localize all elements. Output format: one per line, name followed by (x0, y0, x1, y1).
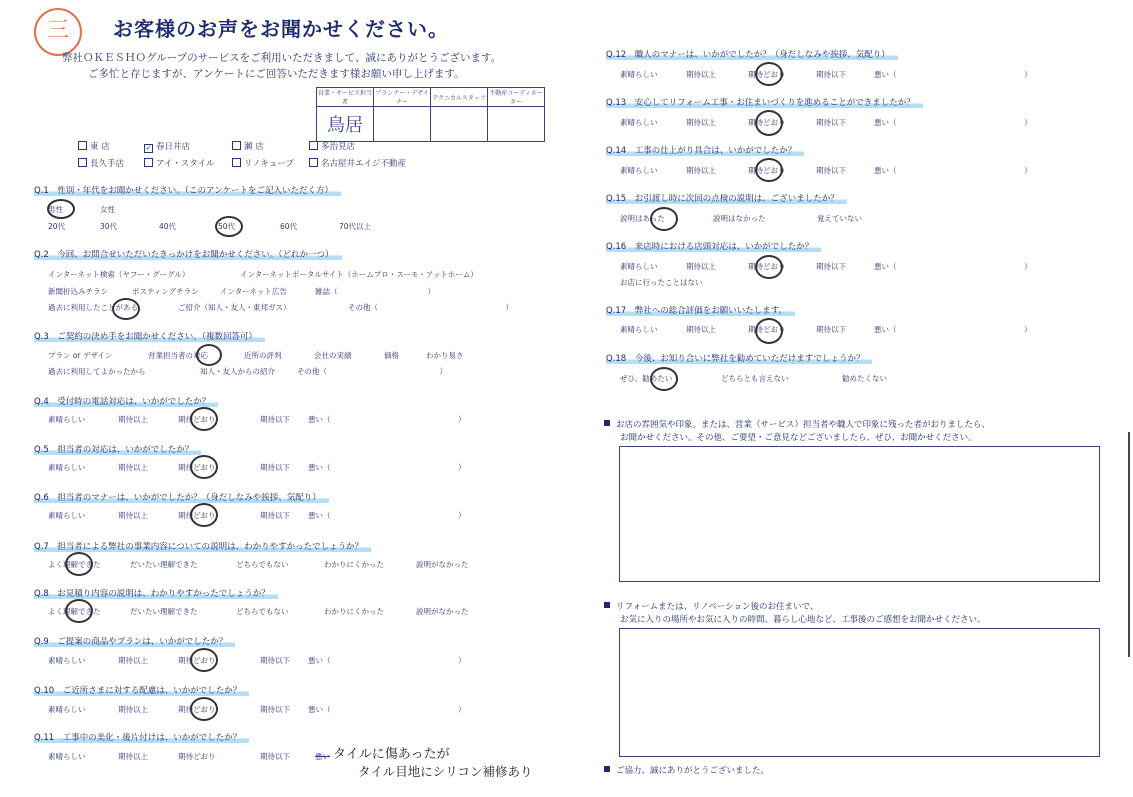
question-10-options (48, 704, 466, 715)
option[interactable]: 悪い（ ） (308, 415, 466, 424)
option[interactable]: 期待どおり (748, 262, 786, 271)
question-4-options (48, 414, 466, 425)
question-13: Q.13 安心してリフォーム工事・お住まいづくりを進めることができましたか？ (606, 96, 923, 108)
option[interactable]: お店に行ったことはない (620, 278, 703, 287)
option[interactable]: 近所の評判 (244, 351, 282, 360)
option[interactable]: 悪い（ ） (874, 166, 1032, 175)
answer-circle (650, 207, 678, 231)
question-2-options (48, 269, 478, 280)
option[interactable]: 営業担当者の対応 (148, 351, 208, 360)
question-17: Q.17 弊社への総合評価をお願いいたします。 (606, 304, 795, 316)
option[interactable]: 素晴らしい (620, 262, 658, 271)
answer-circle (755, 110, 783, 136)
option[interactable]: ご紹介（知人・友人・東邦ガス） (178, 303, 291, 312)
option[interactable]: 期待以上 (118, 463, 148, 472)
option[interactable]: だいたい理解できた (130, 560, 198, 569)
free-question-2: リフォームまたは、リノベーション後のお住まいで、 (604, 601, 818, 614)
question-1: Q.1 性別・年代をお聞かせください。（このアンケートをご記入いただく方） (34, 184, 341, 196)
question-11: Q.11 工事中の美化・後片付けは、いかがでしたか？ (34, 731, 249, 743)
staff-header: 営業・サービス担当者 (317, 88, 374, 107)
option[interactable]: 説明がなかった (416, 560, 469, 569)
option[interactable]: 期待どおり (748, 118, 786, 127)
option[interactable]: 期待以上 (686, 70, 716, 79)
option[interactable]: 期待以下 (816, 325, 846, 334)
handwritten-comment-1: タイルに傷あったが (333, 747, 450, 762)
answer-circle (47, 199, 75, 219)
checkbox[interactable] (232, 141, 241, 150)
free-question-2-line-2: お気に入りの場所やお気に入りの時間、暮らし心地など、工事後のご感想をお聞かせください。 (620, 615, 986, 625)
option[interactable]: 悪い（ ） (874, 262, 1032, 271)
question-3-options (48, 366, 447, 377)
option[interactable]: わかりにくかった (324, 607, 384, 616)
option[interactable]: 素晴らしい (48, 705, 86, 714)
store-option[interactable]: ✓ 春日井店 (145, 142, 191, 152)
option[interactable]: 期待以上 (118, 752, 148, 761)
staff-name-planner[interactable] (374, 107, 431, 142)
option[interactable]: 素晴らしい (620, 166, 658, 175)
option[interactable]: 悪い（ ） (308, 705, 466, 714)
question-11-options (48, 751, 330, 762)
option[interactable]: 知人・友人からの紹介 (200, 367, 275, 376)
option[interactable]: 期待どおり (178, 415, 216, 424)
option[interactable]: 悪い（ ） (874, 325, 1032, 334)
free-question-1: お店の雰囲気や印象。または、営業（サービス）担当者や職人で印象に残った者がおりましたら、 (604, 419, 990, 432)
question-3: Q.3 ご契約の決め手をお聞かせください。（複数回答可） (34, 330, 265, 342)
store-option[interactable]: リノキューブ (232, 157, 309, 169)
option[interactable]: 期待以下 (260, 511, 290, 520)
option[interactable]: 女性 (100, 205, 115, 214)
answer-circle (190, 697, 218, 721)
staff-name-realestate[interactable] (488, 107, 545, 142)
question-2: Q.2 今回、お問合せいただいたきっかけをお聞かせください。（どれか一つ） (34, 248, 342, 260)
checkbox[interactable] (232, 158, 241, 167)
option[interactable]: 説明がなかった (416, 607, 469, 616)
option[interactable]: インターネット広告 (220, 287, 287, 296)
staff-header: プランナー・デザイナー (374, 88, 431, 107)
option[interactable]: 素晴らしい (48, 511, 86, 520)
option[interactable]: 素晴らしい (48, 656, 86, 665)
option[interactable]: 20代 (48, 222, 66, 231)
staff-name-technical[interactable] (431, 107, 488, 142)
option[interactable]: よく理解できた (48, 560, 101, 569)
page-title: お客様のお声をお聞かせください。 (113, 17, 449, 41)
answer-circle (755, 62, 783, 86)
option[interactable]: 期待どおり (748, 166, 786, 175)
option[interactable]: 悪い（ ） (308, 511, 466, 520)
answer-circle (65, 552, 93, 576)
option[interactable]: 雑誌（ ） (315, 287, 435, 296)
option[interactable]: 期待以上 (686, 262, 716, 271)
option[interactable]: 期待以下 (260, 415, 290, 424)
option[interactable]: 勧めたくない (842, 374, 887, 383)
free-answer-box-1[interactable] (619, 446, 1100, 582)
option[interactable]: 男性 (48, 205, 63, 214)
question-17-options (620, 324, 1032, 335)
option[interactable]: 悪い（ ） (874, 70, 1032, 79)
answer-circle (755, 255, 783, 279)
question-16-options (620, 261, 1032, 272)
question-9-options (48, 655, 466, 666)
option[interactable]: 素晴らしい (620, 325, 658, 334)
question-3-options (48, 350, 464, 361)
question-14-options (620, 165, 1032, 176)
option[interactable]: 期待以下 (260, 705, 290, 714)
option[interactable]: 70代以上 (339, 222, 372, 231)
option[interactable]: 過去に利用したことがある (48, 303, 138, 312)
option[interactable]: 説明はあった (620, 214, 665, 223)
option[interactable]: その他（ ） (348, 303, 513, 312)
option[interactable]: ぜひ、勧めたい (620, 374, 673, 383)
store-option[interactable]: 名古屋井エイジ不動産 (309, 159, 406, 169)
question-18: Q.18 今後、お知り合いに弊社を勧めていただけますでしょうか？ (606, 352, 872, 364)
option[interactable]: 期待どおり (748, 325, 786, 334)
question-4: Q.4 受付時の電話対応は、いかがでしたか？ (34, 395, 218, 407)
bullet-square-icon (604, 420, 610, 426)
option[interactable]: 覚えていない (817, 214, 862, 223)
question-15: Q.15 お引渡し時に次回の点検の説明は、ございましたか？ (606, 192, 847, 204)
answer-circle (190, 455, 218, 479)
option[interactable]: 悪い（ ） (874, 118, 1032, 127)
answer-circle (215, 216, 243, 237)
option[interactable]: 会社の実績 (314, 351, 352, 360)
store-row-1 (78, 140, 355, 153)
checkbox[interactable] (78, 141, 87, 150)
option[interactable]: 30代 (100, 222, 118, 231)
option[interactable]: どちらでもない (236, 607, 289, 616)
answer-circle (65, 599, 93, 623)
question-12: Q.12 職人のマナーは、いかがでしたか？（身だしなみや挨拶、気配り） (606, 48, 898, 60)
question-2-options (48, 286, 435, 297)
option[interactable]: 期待以下 (816, 262, 846, 271)
option[interactable]: 説明はなかった (713, 214, 766, 223)
option[interactable]: 期待どおり (178, 752, 216, 761)
question-12-options (620, 69, 1032, 80)
option[interactable]: 期待以下 (260, 752, 290, 761)
option[interactable]: 悪い（ ） (308, 463, 466, 472)
answer-circle (755, 158, 783, 182)
checkbox[interactable] (309, 158, 318, 167)
option[interactable]: インターネット検索（ヤフー・グーグル） (48, 270, 190, 279)
question-10: Q.10 ご近所さまに対する配慮は、いかがでしたか？ (34, 684, 249, 696)
question-13-options (620, 117, 1032, 128)
option[interactable]: 期待以下 (260, 656, 290, 665)
answer-circle (196, 344, 222, 366)
thanks-message: ご協力、誠にありがとうございました。 (604, 765, 769, 778)
staff-table (316, 87, 545, 142)
option[interactable]: 期待以上 (118, 656, 148, 665)
store-option[interactable]: アイ・スタイル (144, 157, 232, 169)
question-5: Q.5 担当者の対応は、いかがでしたか？ (34, 443, 201, 455)
option[interactable]: 期待どおり (178, 511, 216, 520)
free-answer-box-2[interactable] (619, 628, 1100, 757)
option[interactable]: 期待以上 (686, 325, 716, 334)
option[interactable]: だいたい理解できた (130, 607, 198, 616)
answer-circle (650, 367, 678, 391)
bullet-square-icon (604, 766, 610, 772)
option[interactable]: 50代 (218, 222, 236, 231)
intro-line-2: ご多忙と存じますが、アンケートにご回答いただきます様お願い申し上げます。 (88, 68, 465, 80)
question-5-options (48, 462, 466, 473)
option[interactable]: 期待以上 (686, 166, 716, 175)
question-14: Q.14 工事の仕上がり具合は、いかがでしたか？ (606, 144, 804, 156)
question-8-options (48, 606, 469, 617)
answer-circle (190, 503, 218, 527)
staff-header: 不動産コーディネーター (488, 88, 545, 107)
intro-line-1: 弊社ＯＫＥＳＨＯグループのサービスをご利用いただきまして、誠にありがとうございます。 (62, 52, 502, 64)
option[interactable]: 素晴らしい (620, 70, 658, 79)
company-seal-icon: 三 (34, 8, 82, 56)
option[interactable]: よく理解できた (48, 607, 101, 616)
option[interactable]: 悪い (315, 752, 330, 761)
option[interactable]: 期待以上 (118, 511, 148, 520)
store-row-2 (78, 157, 406, 169)
checkbox[interactable] (78, 158, 87, 167)
option[interactable]: 期待以下 (816, 166, 846, 175)
checkbox[interactable] (144, 158, 153, 167)
option[interactable]: 期待以上 (118, 415, 148, 424)
question-8: Q.8 お見積り内容の説明は、わかりやすかったでしょうか？ (34, 587, 278, 599)
store-option[interactable]: 瀬 店 (232, 140, 309, 152)
option[interactable]: 素晴らしい (48, 463, 86, 472)
option[interactable]: 素晴らしい (48, 415, 86, 424)
scan-edge-line (1128, 432, 1130, 657)
option[interactable]: 新聞折込みチラシ (48, 287, 108, 296)
option[interactable]: プラン or デザイン (48, 351, 113, 360)
store-option[interactable]: 東 店 (78, 140, 144, 152)
option[interactable]: 期待どおり (178, 463, 216, 472)
staff-header: テクニカルスタッフ (431, 88, 488, 107)
option[interactable]: その他（ ） (297, 367, 447, 376)
option[interactable]: 期待以下 (260, 463, 290, 472)
answer-circle (190, 648, 218, 672)
option[interactable]: どちらでもない (236, 560, 289, 569)
question-16-options-extra (620, 277, 703, 288)
option[interactable]: 素晴らしい (620, 118, 658, 127)
option[interactable]: 期待以下 (816, 70, 846, 79)
question-6: Q.6 担当者のマナーは、いかがでしたか？（身だしなみや挨拶、気配り） (34, 491, 329, 503)
option[interactable]: わかりにくかった (324, 560, 384, 569)
question-7-options (48, 559, 469, 570)
question-6-options (48, 510, 466, 521)
option[interactable]: 過去に利用してよかったから (48, 367, 146, 376)
question-16: Q.16 来店時における店頭対応は、いかがでしたか？ (606, 240, 821, 252)
option[interactable]: 素晴らしい (48, 752, 86, 761)
option[interactable]: どちらとも言えない (721, 374, 789, 383)
answer-circle (190, 407, 218, 431)
option[interactable]: わかり易さ (426, 351, 464, 360)
option[interactable]: 価格 (384, 351, 399, 360)
checkbox[interactable] (309, 141, 318, 150)
option[interactable]: 期待以下 (816, 118, 846, 127)
bullet-square-icon (604, 602, 610, 608)
store-option[interactable]: 多治見店 (309, 142, 355, 152)
store-option[interactable]: 長久手店 (78, 157, 144, 169)
option[interactable]: ポスティングチラシ (132, 287, 199, 296)
answer-circle (112, 298, 140, 320)
answer-circle (755, 318, 783, 344)
question-7: Q.7 担当者による弊社の事業内容についての説明は、わかりやすかったでしょうか？ (34, 540, 371, 552)
option[interactable]: 期待どおり (748, 70, 786, 79)
option[interactable]: 期待どおり (178, 656, 216, 665)
staff-name-sales[interactable]: 鳥居 (317, 107, 374, 142)
option[interactable]: 期待以上 (118, 705, 148, 714)
option[interactable]: インターネットポータルサイト（ホームプロ・スーモ・アットホーム） (240, 270, 478, 279)
handwritten-comment-2: タイル目地にシリコン補修あり (358, 764, 533, 779)
option[interactable]: 60代 (280, 222, 298, 231)
free-question-1-line-2: お聞かせください。その他、ご要望・ご意見などございましたら、ぜひ、お聞かせください。 (620, 433, 977, 443)
option[interactable]: 悪い（ ） (308, 656, 466, 665)
question-1-options-age (48, 221, 371, 232)
option[interactable]: 40代 (159, 222, 177, 231)
option[interactable]: 期待以上 (686, 118, 716, 127)
question-9: Q.9 ご提案の商品やプランは、いかがでしたか？ (34, 635, 235, 647)
option[interactable]: 期待どおり (178, 705, 216, 714)
checkbox-checked[interactable]: ✓ (145, 144, 152, 152)
